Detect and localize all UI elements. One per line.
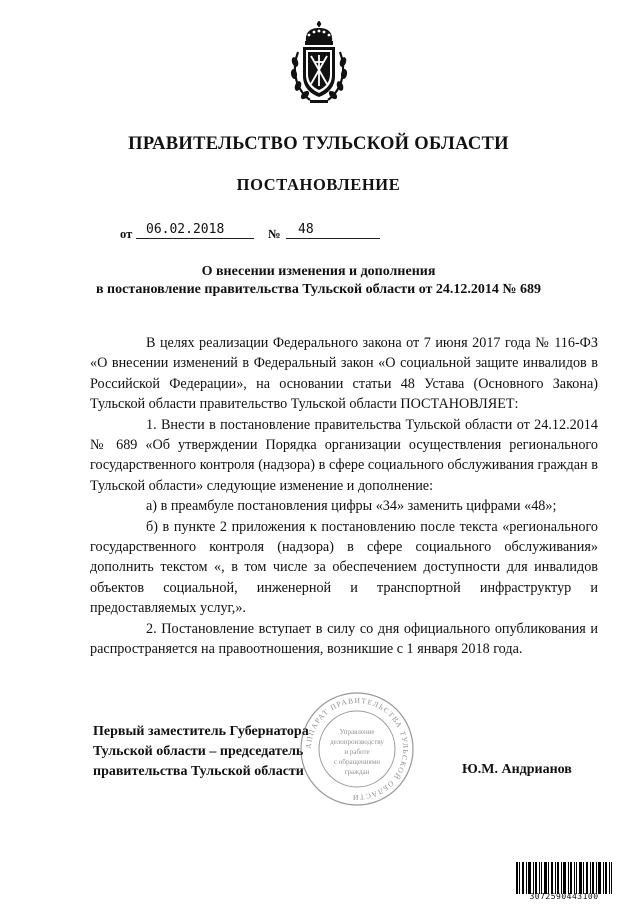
- stamp-line-3: и работе: [344, 748, 370, 756]
- document-number: 48: [298, 222, 314, 237]
- stamp-line-5: граждан: [344, 768, 370, 776]
- subject-line-1: О внесении изменения и дополнения: [201, 264, 436, 279]
- stamp-line-2: делопроизводству: [330, 738, 384, 746]
- body-paragraph: 1. Внести в постановление правительства Тульской области от 24.12.2014 № 689 «Об утверждении Порядка организации осуществления регионального государственного контроля (надзора) в сфере социального обслуживания граждан в Тульской области» следующие изменение и дополнение:: [90, 416, 598, 494]
- position-line-1: Первый заместитель Губернатора: [93, 724, 309, 739]
- stamp-ring-text: АППАРАТ ПРАВИТЕЛЬСТВА ТУЛЬСКОЙ ОБЛАСТИ: [303, 695, 411, 803]
- date-underline: [136, 238, 254, 239]
- number-prefix: №: [268, 227, 281, 241]
- body-paragraph: В целях реализации Федерального закона от 7 июня 2017 года № 116-ФЗ «О внесении изменений в Федеральный закон «О социальной защите инвалидов в Российской Федерации», на основании статьи 48 Устава (Основного Закона) Тульской области правительство Тульской области ПОСТАНОВЛЯЕТ:: [90, 335, 598, 413]
- tula-region-coat-of-arms-icon: [288, 18, 350, 106]
- document-body: [90, 333, 598, 660]
- body-paragraph: б) в пункте 2 приложения к постановлению после текста «регионального государственного контроля (надзора) в сфере социального обслуживания» дополнить текстом «, в том числе за обеспечением доступности для инвалидов объектов социальной, инженерной и транспортной инфраструктур и предоставляемых услуг,».: [90, 518, 598, 617]
- official-stamp: [298, 690, 416, 808]
- barcode-number: 3072590443100: [529, 892, 599, 901]
- document-subject: [0, 263, 637, 299]
- date-prefix: от: [120, 227, 133, 241]
- document-type: ПОСТАНОВЛЕНИЕ: [236, 175, 401, 194]
- stamp-line-1: Управление: [339, 728, 375, 736]
- position-line-3: правительства Тульской области: [93, 764, 304, 779]
- number-underline: [286, 238, 380, 239]
- signatory-name: Ю.М. Андрианов: [462, 762, 572, 777]
- document-date: 06.02.2018: [146, 222, 225, 237]
- government-title: ПРАВИТЕЛЬСТВО ТУЛЬСКОЙ ОБЛАСТИ: [128, 134, 509, 154]
- body-paragraph: а) в преамбуле постановления цифры «34» заменить цифрами «48»;: [146, 498, 557, 515]
- stamp-line-4: с обращениями: [334, 758, 380, 766]
- body-paragraph: 2. Постановление вступает в силу со дня официального опубликования и распространяется на правоотношения, возникшие с 1 января 2018 года.: [90, 620, 598, 658]
- subject-line-2: в постановление правительства Тульской области от 24.12.2014 № 689: [95, 282, 541, 297]
- signatory-position: [93, 722, 309, 782]
- position-line-2: Тульской области – председатель: [93, 744, 304, 759]
